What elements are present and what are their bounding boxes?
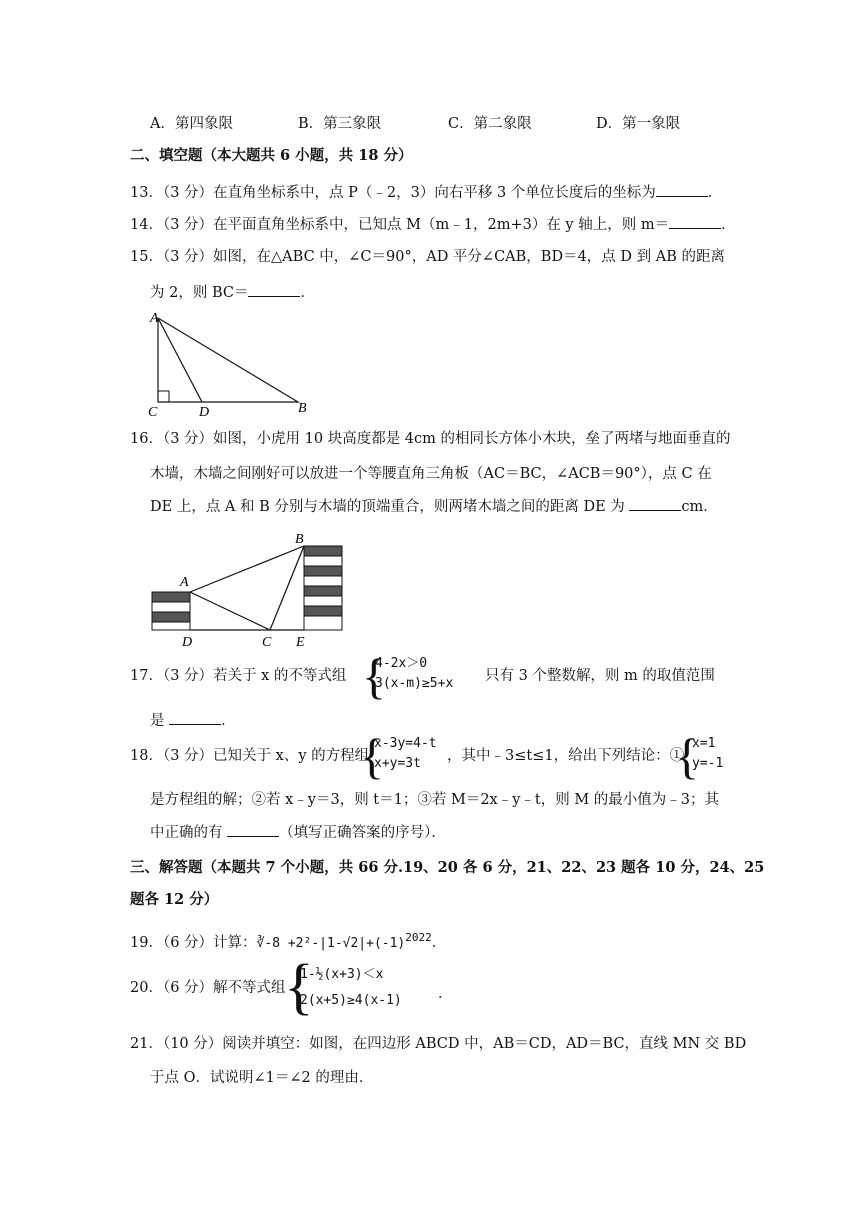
label-d: D xyxy=(182,635,193,650)
question-18-mid: ，其中﹣3≤t≤1，给出下列结论：① xyxy=(447,748,685,764)
question-19: 19．（6 分）计算：∛-8 $+2^2-|1-√2|+(-1)^{2022}$． xyxy=(130,931,447,951)
label-b: B xyxy=(298,401,307,416)
question-18-pre: 18．（3 分）已知关于 x、y 的方程组 xyxy=(130,748,370,764)
question-20-end: ． xyxy=(438,986,453,1002)
label-b: B xyxy=(295,532,304,547)
q18-system: x-3y=4-t x+y=3t xyxy=(374,736,437,771)
q20-system: 1-½(x+3)＜x 2(x+5)≥4(x-1) xyxy=(300,967,402,1008)
label-e: E xyxy=(296,635,305,650)
question-14: 14．（3 分）在平面直角坐标系中，已知点 M（m﹣1，2m+3）在 y 轴上，则 m＝ ． xyxy=(130,214,736,235)
section-2-heading: 二、填空题（本大题共 6 小题，共 18 分） xyxy=(130,147,413,164)
figure-15-triangle xyxy=(140,308,320,420)
brace: { xyxy=(362,648,386,704)
question-16-line2: 木墙，木墙之间刚好可以放进一个等腰直角三角板（AC＝BC，∠ACB＝90°），点 C 在 xyxy=(150,466,712,482)
question-21-line2: 于点 O．试说明∠1＝∠2 的理由． xyxy=(150,1070,374,1086)
label-d: D xyxy=(199,405,210,420)
question-20-pre: 20．（6 分）解不等式组 xyxy=(130,980,286,996)
q17-system: 4-2x＞0 3(x-m)≥5+x xyxy=(375,656,454,691)
brace: { xyxy=(675,728,699,784)
figure-16-walls xyxy=(140,526,350,650)
section-3-heading: 三、解答题（本题共 7 个小题，共 66 分.19、20 各 6 分，21、22、23 题各 10 分，24、25 xyxy=(130,859,765,876)
question-17-post: 只有 3 个整数解，则 m 的取值范围 xyxy=(485,668,715,684)
q18-solution: x=1 y=-1 xyxy=(692,736,724,771)
question-16-line3: DE 上，点 A 和 B 分别与木墙的顶端重合，则两堵木墙之间的距离 DE 为 cm． xyxy=(150,496,718,517)
option-a: A．第四象限 xyxy=(150,116,233,132)
question-18-line2: 是方程组的解；②若 x﹣y＝3，则 t＝1；③若 M＝2x﹣y﹣t，则 M 的最小值为﹣3；其 xyxy=(150,792,720,808)
question-13: 13．（3 分）在直角坐标系中，点 P（﹣2，3）向右平移 3 个单位长度后的坐标为 ． xyxy=(130,182,722,203)
question-15-line1: 15．（3 分）如图，在△ABC 中，∠C＝90°，AD 平分∠CAB，BD＝4，点 D 到 AB 的距离 xyxy=(130,249,726,265)
question-18-line3: 中正确的有 （填写正确答案的序号）． xyxy=(150,822,446,843)
brace: { xyxy=(284,953,314,1021)
question-17-line1: 17．（3 分）若关于 x 的不等式组 xyxy=(130,668,347,684)
question-16-line1: 16．（3 分）如图，小虎用 10 块高度都是 4cm 的相同长方体小木块，垒了两堵与地面垂直的 xyxy=(130,431,731,447)
brace: { xyxy=(360,728,384,784)
label-c: C xyxy=(148,405,158,420)
q19-expression: ∛-8 +2²-|1-√2|+(-1) xyxy=(256,935,406,951)
question-15-line2: 为 2，则 BC＝ ． xyxy=(150,282,315,303)
option-d: D．第一象限 xyxy=(596,116,681,132)
option-c: C．第二象限 xyxy=(448,116,532,132)
label-a: A xyxy=(180,575,189,590)
question-17-line2: 是 ． xyxy=(150,710,236,731)
question-21-line1: 21．（10 分）阅读并填空：如图，在四边形 ABCD 中，AB＝CD，AD＝BC，直线 MN 交 BD xyxy=(130,1036,747,1052)
label-c: C xyxy=(262,635,272,650)
label-a: A xyxy=(150,311,159,326)
option-b: B．第三象限 xyxy=(298,116,382,132)
section-3-heading-cont: 题各 12 分） xyxy=(130,891,219,908)
